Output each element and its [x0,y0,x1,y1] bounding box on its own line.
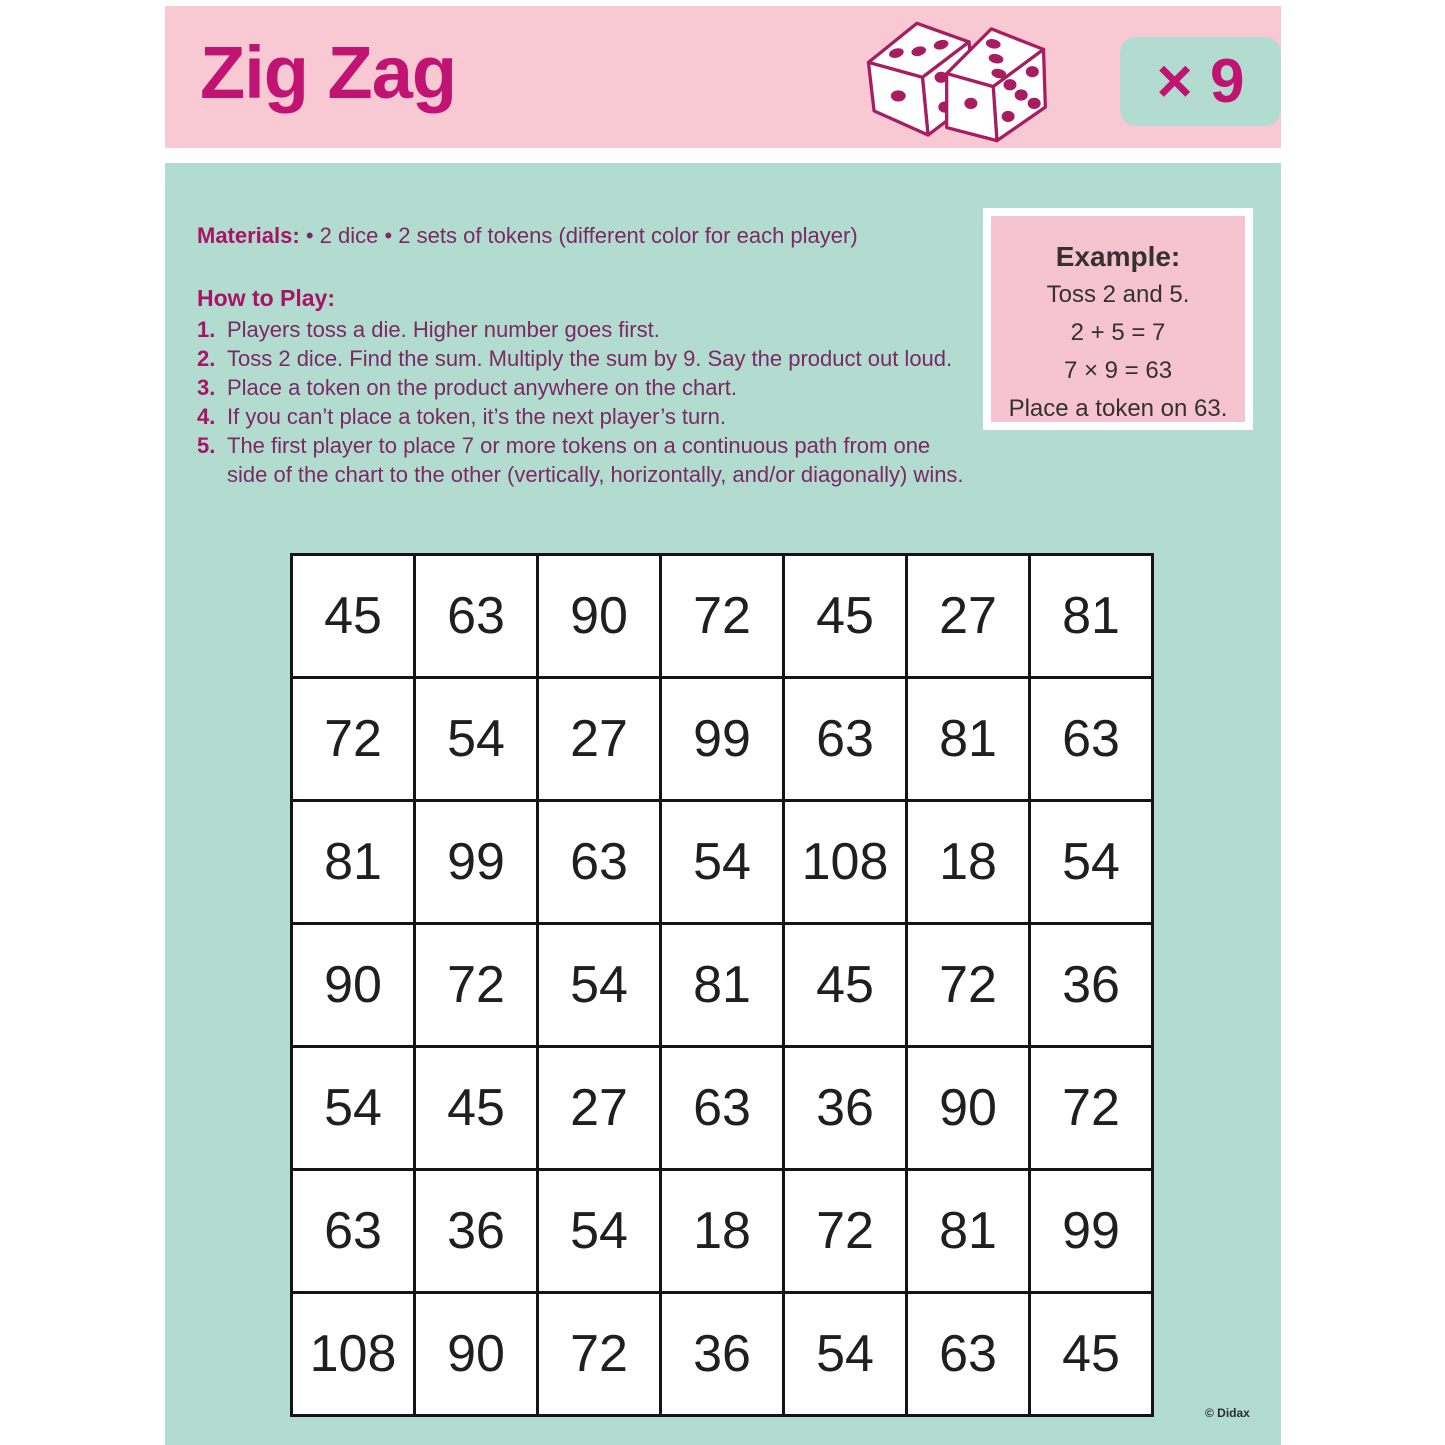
grid-cell: 36 [662,1294,782,1414]
grid-cell: 18 [908,802,1028,922]
grid-cell: 72 [1031,1048,1151,1168]
grid-cell: 18 [662,1171,782,1291]
grid-cell: 99 [662,679,782,799]
step-number: 4. [197,404,216,429]
how-to-play-step [197,373,987,402]
grid-cell: 45 [785,556,905,676]
grid-cell: 99 [416,802,536,922]
step-number: 2. [197,346,216,371]
grid-cell: 90 [539,556,659,676]
step-text: Toss 2 dice. Find the sum. Multiply the sum by 9. Say the product out loud. [227,346,953,371]
grid-cell: 63 [1031,679,1151,799]
grid-cell: 45 [785,925,905,1045]
example-line: 2 + 5 = 7 [1070,319,1166,346]
grid-cell: 45 [1031,1294,1151,1414]
grid-cell: 63 [293,1171,413,1291]
grid-cell: 108 [785,802,905,922]
how-to-play-step [197,344,987,373]
example-line: Toss 2 and 5. [1046,281,1190,308]
grid-cell: 90 [293,925,413,1045]
grid-cell: 54 [662,802,782,922]
copyright-text: © Didax [1205,1406,1250,1420]
grid-cell: 54 [416,679,536,799]
grid-cell: 63 [416,556,536,676]
grid-cell: 54 [1031,802,1151,922]
how-to-play-step [197,431,987,489]
grid-cell: 27 [539,679,659,799]
grid-cell: 81 [662,925,782,1045]
grid-cell: 45 [416,1048,536,1168]
step-text: Players toss a die. Higher number goes first. [227,317,660,342]
grid-cell: 90 [908,1048,1028,1168]
grid-cell: 81 [1031,556,1151,676]
how-to-play-step [197,402,987,431]
grid-cell: 54 [539,1171,659,1291]
grid-cell: 63 [662,1048,782,1168]
grid-cell: 81 [908,679,1028,799]
grid-cell: 108 [293,1294,413,1414]
step-number: 5. [197,433,216,458]
grid-cell: 54 [539,925,659,1045]
example-box [983,208,1253,430]
grid-cell: 27 [539,1048,659,1168]
grid-cell: 81 [293,802,413,922]
page-header [165,6,1281,148]
game-card-body [165,163,1281,1445]
step-text: If you can’t place a token, it’s the next player’s turn. [227,404,726,429]
grid-cell: 72 [416,925,536,1045]
step-number: 3. [197,375,216,400]
grid-cell: 72 [662,556,782,676]
grid-cell: 72 [908,925,1028,1045]
example-line: 7 × 9 = 63 [1063,357,1173,384]
how-to-play-step [197,315,987,344]
grid-cell: 63 [785,679,905,799]
grid-cell: 63 [908,1294,1028,1414]
materials-text: • 2 dice • 2 sets of tokens (different color for each player) [299,223,858,248]
materials-label: Materials: [197,223,300,248]
example-line: Place a token on 63. [1008,395,1228,422]
grid-cell: 63 [539,802,659,922]
grid-cell: 27 [908,556,1028,676]
grid-cell: 81 [908,1171,1028,1291]
how-to-play-list [197,315,987,489]
step-text: Place a token on the product anywhere on the chart. [227,375,737,400]
page-title: Zig Zag [200,31,457,114]
grid-cell: 54 [293,1048,413,1168]
grid-cell: 36 [785,1048,905,1168]
grid-cell: 72 [539,1294,659,1414]
dice-icon [855,14,1070,149]
grid-cell: 36 [1031,925,1151,1045]
how-to-play-label: How to Play: [197,285,336,311]
multiplier-badge: × 9 [1120,37,1281,126]
grid-cell: 72 [293,679,413,799]
grid-cell: 36 [416,1171,536,1291]
grid-cell: 54 [785,1294,905,1414]
grid-cell: 99 [1031,1171,1151,1291]
grid-cell: 72 [785,1171,905,1291]
example-label: Example: [1055,241,1181,272]
step-number: 1. [197,317,216,342]
materials-line [197,223,957,249]
step-text: The first player to place 7 or more tokens on a continuous path from one side of the chart to the other (vertically, horizontally, and/or diagonally) wins. [227,433,964,487]
grid-cell: 45 [293,556,413,676]
number-grid [290,553,1154,1417]
grid-cell: 90 [416,1294,536,1414]
